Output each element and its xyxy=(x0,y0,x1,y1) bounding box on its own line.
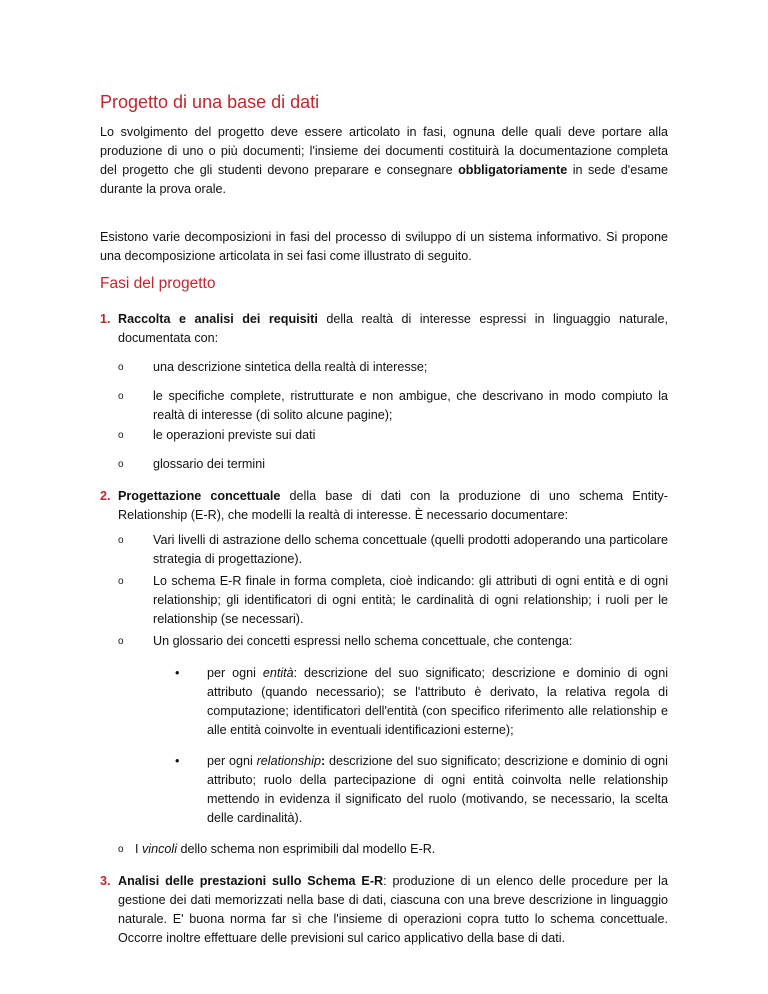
list-item-emphasis: vincoli xyxy=(142,842,177,856)
list-item-text: Un glossario dei concetti espressi nello schema concettuale, che contenga: xyxy=(153,634,573,648)
circle-bullet-icon: o xyxy=(118,430,124,441)
phase-3 xyxy=(100,872,668,948)
list-item-text: una descrizione sintetica della realtà di interesse; xyxy=(153,360,428,374)
phase-text: : produzione di un elenco delle procedure per la gestione dei dati memorizzati nella base di dati, ciascuna con una breve descrizione in linguaggio naturale. E' buona norma far sì che l'insieme di operazioni copra tutto lo schema concettuale. Occorre inoltre effettuare delle previsioni sul carico applicativo della base di dati. xyxy=(118,874,668,945)
list-item-text: Lo schema E-R finale in forma completa, cioè indicando: gli attributi di ogni entità e di ogni relationship; gli identificatori di ogni entità; le cardinalità di ogni relationship; i ruoli per le relationship (se necessari). xyxy=(153,574,668,626)
list-item xyxy=(118,426,668,445)
list-item xyxy=(118,632,668,651)
circle-bullet-icon: o xyxy=(118,362,124,373)
subitem-text: descrizione del suo significato; descrizione e dominio di ogni attributo; ruolo della partecipazione di ogni entità coinvolta nelle relationship mettendo in evidenza il significato del ruolo (motivando, se necessario, la scelta delle cardinalità). xyxy=(207,754,668,825)
page-title: Progetto di una base di dati xyxy=(100,92,320,112)
intro-p1-text-a: Lo svolgimento del progetto deve essere articolato in fasi, ognuna delle quali deve portare alla produzione di uno o più documenti; l'insieme dei documenti costituirà la documentazione completa del progetto che gli studenti devono preparare e consegnare xyxy=(100,125,668,177)
dot-bullet-icon: • xyxy=(175,666,180,680)
subitem-text: : descrizione del suo significato; descrizione e dominio di ogni attributo (quando necessario); se l'attributo è derivato, la relativa regola di computazione; identificatori dell'entità (con specifico riferimento alle relationship e alle entità coinvolte in eventuali identificazioni esterne); xyxy=(207,666,668,737)
subitem-emphasis: entità xyxy=(262,666,294,680)
circle-bullet-icon: o xyxy=(118,459,124,470)
list-item-text: le specifiche complete, ristrutturate e non ambigue, che descrivano in modo compiuto la realtà di interesse (di solito alcune pagine); xyxy=(153,389,668,422)
list-item-text: Vari livelli di astrazione dello schema concettuale (quelli prodotti adoperando una particolare strategia di progettazione). xyxy=(153,533,668,566)
list-item xyxy=(118,531,668,569)
phase-text: della base di dati con la produzione di uno schema Entity-Relationship (E-R), che modelli la realtà di interesse. È necessario documentare: xyxy=(118,489,668,522)
list-item xyxy=(118,358,668,377)
list-item-text: glossario dei termini xyxy=(153,457,265,471)
list-item xyxy=(118,387,668,425)
section-title: Fasi del progetto xyxy=(100,275,216,292)
intro-paragraph-2: Esistono varie decomposizioni in fasi del processo di sviluppo di un sistema informativo. Si propone una decomposizione articolata in sei fasi come illustrato di seguito. xyxy=(100,230,668,263)
circle-bullet-icon: o xyxy=(118,844,124,855)
phase-1 xyxy=(100,310,668,348)
phase-text: della realtà di interesse espressi in linguaggio naturale, documentata con: xyxy=(118,312,668,345)
intro-paragraph-1 xyxy=(100,123,668,199)
circle-bullet-icon: o xyxy=(118,535,124,546)
subitem-lead: per ogni xyxy=(207,754,257,768)
list-item-text: le operazioni previste sui dati xyxy=(153,428,316,442)
phase-number: 2. xyxy=(100,489,111,503)
nested-list-item xyxy=(175,752,668,828)
phase-number: 3. xyxy=(100,874,111,888)
intro-p1-bold: obbligatoriamente xyxy=(458,163,568,177)
phase-2 xyxy=(100,487,668,525)
subitem-lead: per ogni xyxy=(207,666,263,680)
list-item xyxy=(118,455,668,474)
phase-title: Analisi delle prestazioni sullo Schema E-R xyxy=(118,874,384,888)
nested-list-item xyxy=(175,664,668,740)
list-item xyxy=(118,572,668,629)
phase-title: Raccolta e analisi dei requisiti xyxy=(118,312,318,326)
phase-title: Progettazione concettuale xyxy=(118,489,281,503)
subitem-colon: : xyxy=(321,754,326,768)
list-item-lead: I xyxy=(135,842,142,856)
intro-p1-text-b: in sede d'esame durante la prova orale. xyxy=(100,163,668,196)
phase-number: 1. xyxy=(100,312,111,326)
circle-bullet-icon: o xyxy=(118,391,124,402)
circle-bullet-icon: o xyxy=(118,576,124,587)
list-item-text: dello schema non esprimibili dal modello E-R. xyxy=(177,842,436,856)
subitem-emphasis: relationship xyxy=(256,754,321,768)
circle-bullet-icon: o xyxy=(118,636,124,647)
dot-bullet-icon: • xyxy=(175,754,180,768)
list-item xyxy=(118,840,668,859)
